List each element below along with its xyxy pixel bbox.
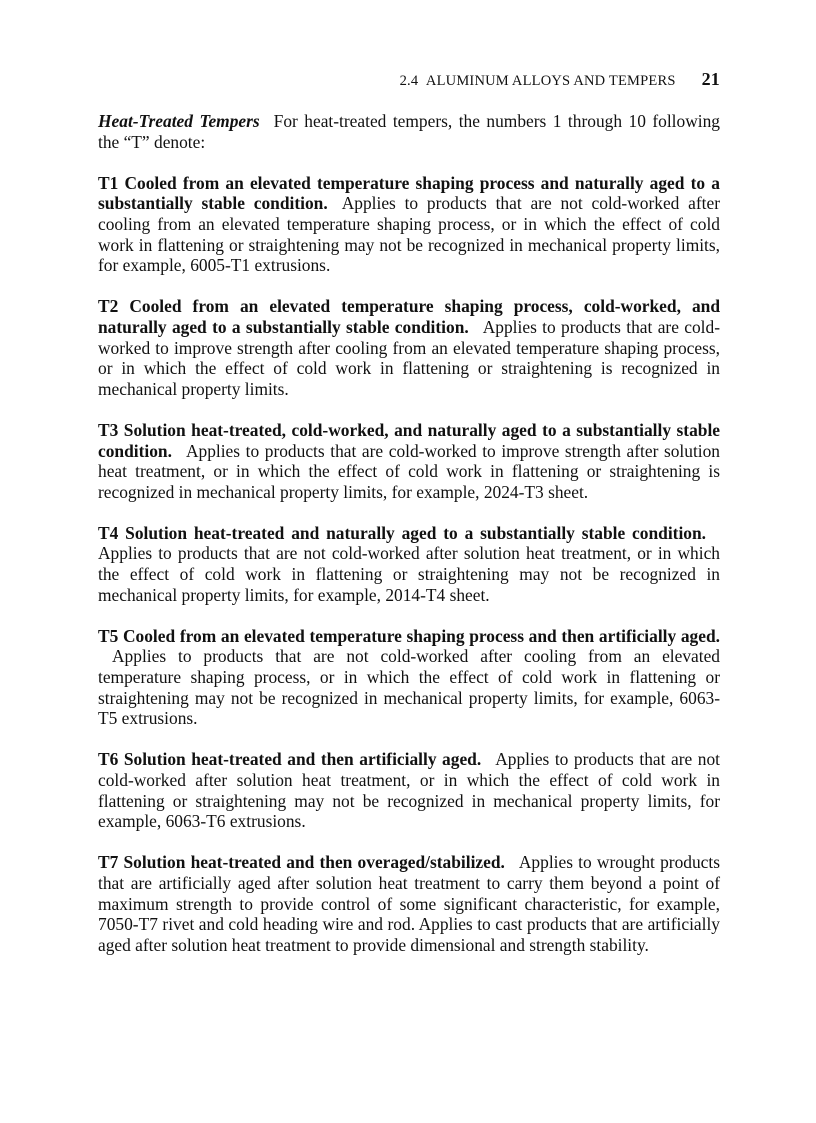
temper-heading: T6 Solution heat-treated and then artificially aged.: [98, 749, 482, 770]
temper-t7: [98, 852, 720, 955]
temper-heading: T1 Cooled from an elevated temperature shaping process and naturally aged to a substantially stable condition.: [98, 172, 720, 214]
temper-t2: [98, 296, 720, 399]
temper-text: Applies to products that are cold-worked to improve strength after solution heat treatment, or in which the effect of cold work in flattening or straightening is recognized in mechanical property limits, for example, 2024-T3 sheet.: [98, 440, 720, 502]
temper-t4: [98, 523, 720, 605]
temper-text: Applies to products that are not cold-worked after cooling from an elevated temperature shaping process, or in which the effect of cold work in flattening or straightening may not be recognized in mechanical property limits, for example, 6063-T5 extrusions.: [98, 646, 720, 729]
temper-text: Applies to wrought products that are artificially aged after solution heat treatment to carry them beyond a point of maximum strength to provide control of some significant characteristic, for example, 7050-T7 rivet and cold heading wire and rod. Applies to cast products that are artificially aged after solution heat treatment to provide dimensional and strength stability.: [98, 852, 720, 955]
temper-t3: [98, 420, 720, 502]
intro-paragraph: [98, 111, 720, 152]
section-title: 2.4 ALUMINUM ALLOYS AND TEMPERS: [399, 73, 676, 89]
temper-t6: [98, 749, 720, 831]
temper-text: Applies to products that are not cold-worked after cooling from an elevated temperature shaping process, or in which the effect of cold work in flattening or straightening may not be recognized in mechanical property limits, for example, 6005-T1 extrusions.: [98, 193, 720, 276]
temper-text: Applies to products that are not cold-worked after solution heat treatment, or in which the effect of cold work in flattening or straightening may not be recognized in mechanical property limits, for example, 2014-T4 sheet.: [98, 543, 720, 605]
temper-heading: T2 Cooled from an elevated temperature shaping process, cold-worked, and naturally aged to a substantially stable condition.: [98, 296, 720, 337]
temper-heading: T3 Solution heat-treated, cold-worked, and naturally aged to a substantially stable condition.: [98, 419, 720, 461]
page-body: [98, 111, 720, 976]
temper-t5: [98, 626, 720, 729]
intro-heading: Heat-Treated Tempers: [98, 111, 260, 131]
temper-heading: T4 Solution heat-treated and naturally aged to a substantially stable condition.: [98, 522, 706, 543]
temper-text: Applies to products that are cold-worked to improve strength after cooling from an elevated temperature shaping process, or in which the effect of cold work in flattening or straightening is recognized in mechanical property limits.: [98, 316, 720, 399]
temper-heading: T5 Cooled from an elevated temperature shaping process and then artificially aged.: [98, 625, 720, 646]
temper-heading: T7 Solution heat-treated and then overaged/stabilized.: [98, 852, 505, 873]
running-header: [98, 69, 720, 90]
intro-text: For heat-treated tempers, the numbers 1 through 10 following the “T” denote:: [98, 111, 720, 152]
temper-text: Applies to products that are not cold-worked after solution heat treatment, or in which the effect of cold work in flattening or straightening may not be recognized in mechanical property limits, for example, 6063-T6 extrusions.: [98, 749, 720, 832]
page-number: 21: [701, 69, 720, 89]
temper-t1: [98, 173, 720, 276]
